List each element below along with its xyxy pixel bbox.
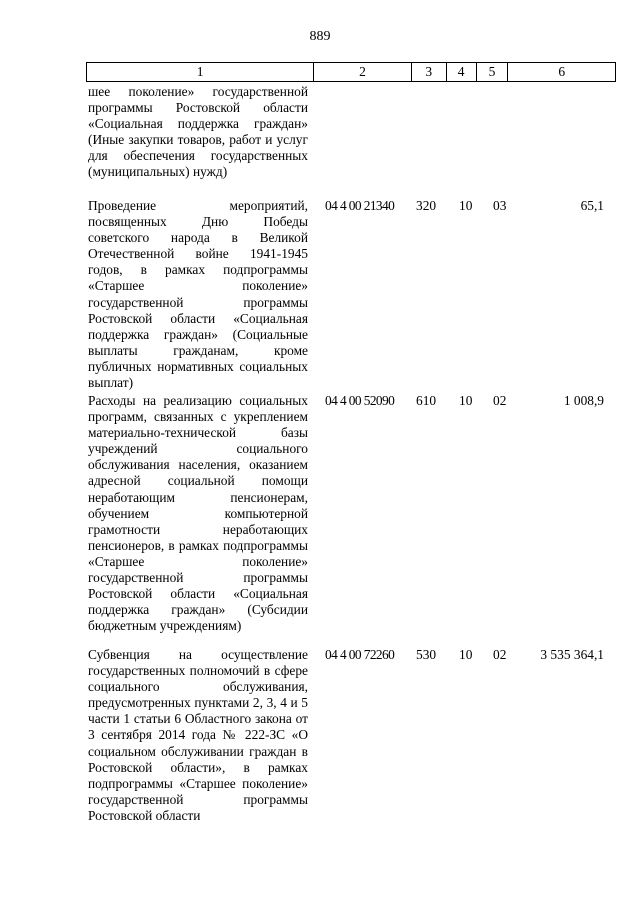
row-description: шее поколение» государственной программы Ростовской области «Социальная поддержка граждан» (Иные закупки товаров, работ и услуг для обеспечения государственных (муниципальных) нужд): [88, 84, 308, 180]
row-expense-type: 320: [416, 198, 437, 213]
row-description: Субвенция на осуществление государственных полномочий в сфере социального обслуживания, предусмотренных пунктами 2, 3, 4 и 5 части 1 статьи 6 Областного закона от 3 сентября 2014 года № 222-ЗС «О социальном обслуживании граждан в Ростовской области», в рамках подпрограммы «Старшее поколение» государственной программы Ростовской области: [88, 647, 308, 823]
row-amount: 1 008,9: [563, 393, 604, 408]
column-header-4: 4: [447, 63, 477, 81]
row-subsection: 03: [493, 198, 507, 213]
row-amount: 65,1: [580, 198, 604, 213]
row-description: Расходы на реализацию социальных программ, связанных с укреплением материально-технической базы учреждений социального обслуживания населения, оказанием адресной социальной помощи неработающим пенсионерам, обучением компьютерной грамотности неработающих пенсионеров, в рамках подпрограммы «Старшее поколение» государственной программы Ростовской области «Социальная поддержка граждан» (Субсидии бюджетным учреждениям): [88, 393, 308, 634]
column-header-1: 1: [87, 63, 314, 81]
row-target-code: 04 4 00 72260: [325, 647, 395, 662]
column-header-2: 2: [314, 63, 412, 81]
row-section: 10: [459, 393, 473, 408]
row-amount: 3 535 364,1: [540, 647, 604, 662]
row-expense-type: 610: [416, 393, 437, 408]
table-header: [86, 62, 616, 82]
row-section: 10: [459, 647, 473, 662]
page-number: 889: [309, 29, 331, 44]
column-header-5: 5: [477, 63, 509, 81]
column-header-6: 6: [558, 64, 566, 79]
row-subsection: 02: [493, 647, 507, 662]
row-target-code: 04 4 00 21340: [325, 198, 395, 213]
row-subsection: 02: [493, 393, 507, 408]
row-target-code: 04 4 00 52090: [325, 393, 395, 408]
row-section: 10: [459, 198, 473, 213]
row-expense-type: 530: [416, 647, 437, 662]
column-header-3: 3: [412, 63, 447, 81]
row-description: Проведение мероприятий, посвященных Дню Победы советского народа в Великой Отечественной войне 1941-1945 годов, в рамках подпрограммы «Старшее поколение» государственной программы Ростовской области «Социальная поддержка граждан» (Социальные выплаты гражданам, кроме публичных нормативных социальных выплат): [88, 198, 308, 391]
